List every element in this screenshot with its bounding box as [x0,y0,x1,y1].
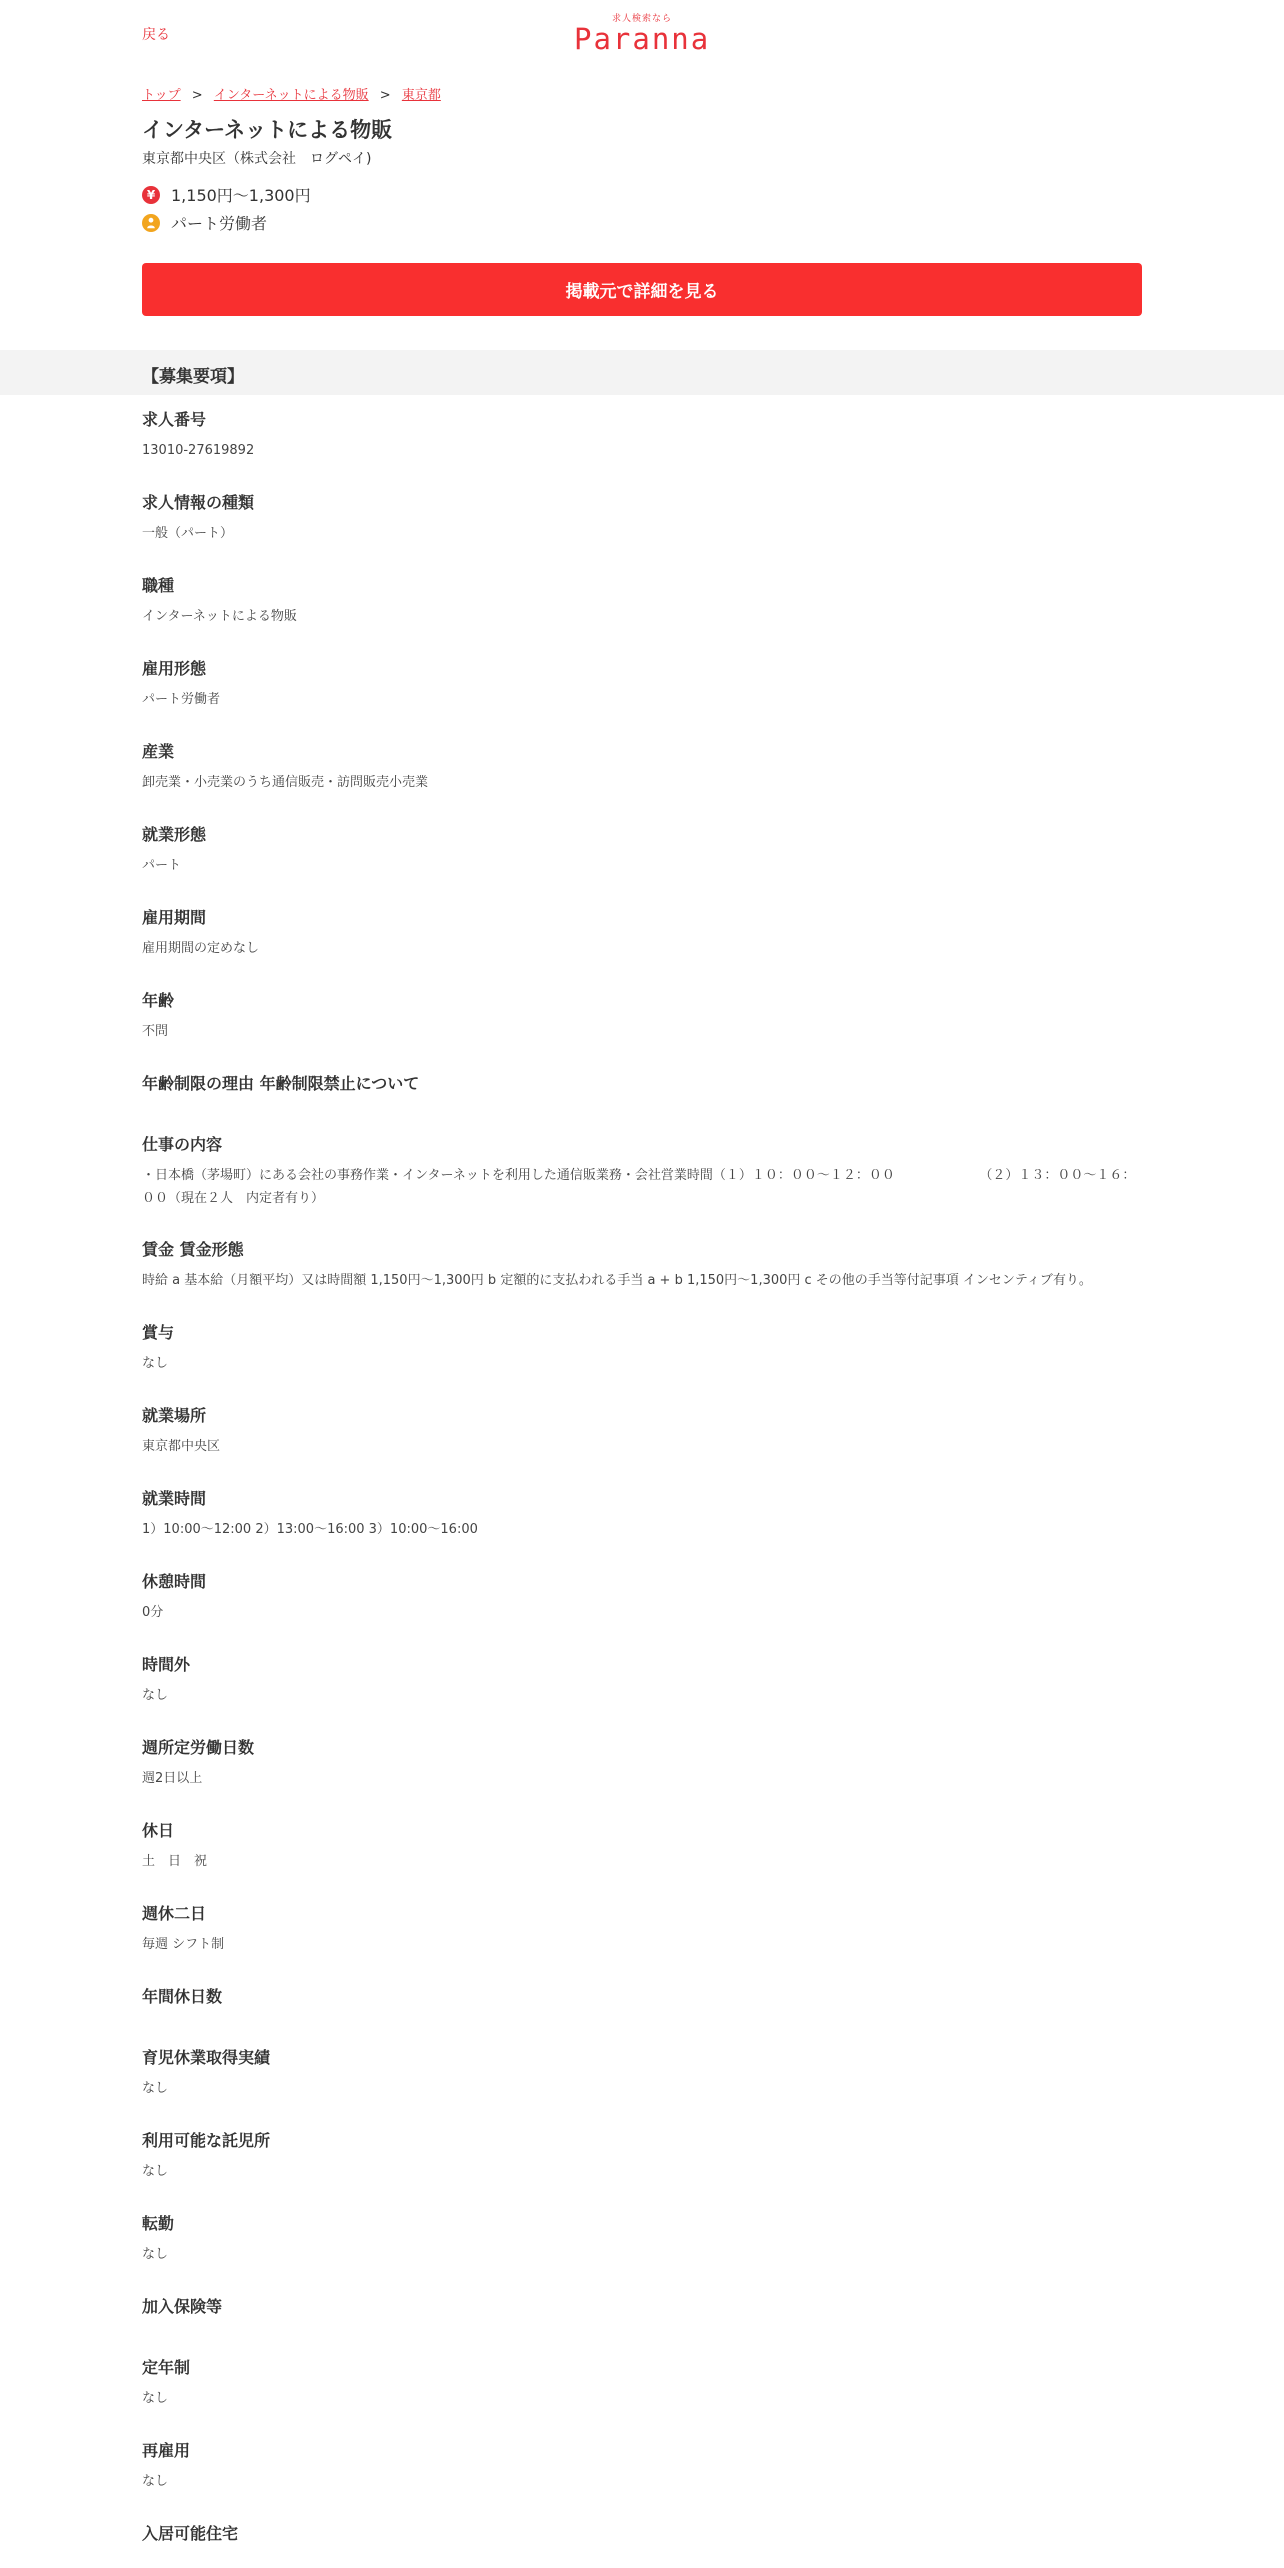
breadcrumb [142,84,441,103]
detail-item [142,908,1142,960]
detail-value: 毎週 シフト制 [142,1937,225,1952]
detail-label: 時間外 [142,1655,191,1674]
detail-label: 職種 [142,576,175,595]
detail-item [142,410,1142,462]
yen-icon: ¥ [142,186,160,204]
detail-value: ・日本橋（茅場町）にある会社の事務作業・インターネットを利用した通信販業務・会社営業時間（１）１０：００～１２：００ （２）１３：００～１６：００（現在２人 内定者有り） [142,1168,1136,1206]
detail-value: 一般（パート） [142,526,234,541]
detail-value: 不問 [142,1024,169,1039]
detail-item [142,1821,1142,1873]
detail-value: パート [142,858,182,873]
salary-row [142,183,311,206]
detail-label: 加入保険等 [142,2297,223,2316]
detail-value: 13010-27619892 [142,443,255,458]
breadcrumb-link-prefecture[interactable]: 東京都 [401,88,441,103]
detail-label: 年間休日数 [142,1987,223,2006]
paranna-logo[interactable] [574,14,711,56]
detail-label: 雇用期間 [142,908,207,927]
detail-label: 求人情報の種類 [142,493,255,512]
logo-text: Paranna [574,22,711,56]
detail-item [142,576,1142,628]
detail-label: 入居可能住宅 [142,2524,239,2543]
detail-label: 就業形態 [142,825,207,844]
detail-label: 再雇用 [142,2441,191,2460]
detail-item [142,2297,1142,2317]
detail-label: 休日 [142,1821,175,1840]
job-title: インターネットによる物販 [142,118,393,142]
detail-value: なし [142,1688,169,1703]
detail-item [142,2358,1142,2410]
back-link[interactable]: 戻る [142,27,170,43]
detail-item [142,1655,1142,1707]
detail-label: 仕事の内容 [142,1135,223,1154]
detail-value: なし [142,2247,169,2262]
detail-value: 東京都中央区 [142,1439,221,1454]
detail-value: 0分 [142,1605,164,1620]
detail-value: パート労働者 [142,692,221,707]
detail-item [142,1572,1142,1624]
breadcrumb-separator: > [191,88,203,103]
detail-value: 卸売業・小売業のうち通信販売・訪問販売小売業 [142,775,429,790]
detail-value: 1）10:00～12:00 2）13:00～16:00 3）10:00～16:00 [142,1522,478,1537]
detail-item [142,2524,1142,2544]
company-location: 東京都中央区（株式会社 ログペイ) [142,151,372,167]
detail-item [142,1406,1142,1458]
detail-value: インターネットによる物販 [142,609,297,624]
detail-item [142,1904,1142,1956]
header [0,0,1284,66]
detail-value: 週2日以上 [142,1771,203,1786]
detail-item [142,2441,1142,2493]
detail-item [142,1240,1142,1292]
detail-item [142,2048,1142,2100]
detail-label: 就業時間 [142,1489,207,1508]
detail-label: 年齢 [142,991,175,1010]
detail-value: 時給 a 基本給（月額平均）又は時間額 1,150円～1,300円 b 定額的に支払われる手当 a + b 1,150円～1,300円 c その他の手当等付記事項 インセンティブ有り。 [142,1273,1092,1288]
detail-label: 産業 [142,742,175,761]
detail-label: 賞与 [142,1323,175,1342]
detail-value: なし [142,1356,169,1371]
detail-value: 雇用期間の定めなし [142,941,260,956]
breadcrumb-link-job[interactable]: インターネットによる物販 [213,88,369,103]
detail-item [142,2214,1142,2266]
detail-item [142,2131,1142,2183]
detail-item [142,1987,1142,2007]
detail-label: 育児休業取得実績 [142,2048,271,2067]
breadcrumb-separator: > [379,88,391,103]
detail-value: なし [142,2474,169,2489]
detail-label: 年齢制限の理由 年齢制限禁止について [142,1074,420,1093]
detail-item [142,742,1142,794]
detail-label: 週休二日 [142,1904,207,1923]
detail-label: 就業場所 [142,1406,207,1425]
detail-item [142,493,1142,545]
detail-label: 休憩時間 [142,1572,207,1591]
view-details-button[interactable]: 掲載元で詳細を見る [142,263,1142,316]
detail-item [142,825,1142,877]
detail-value: なし [142,2391,169,2406]
detail-label: 賃金 賃金形態 [142,1240,244,1259]
detail-item [142,1738,1142,1790]
salary-text: 1,150円～1,300円 [171,186,311,205]
person-icon [142,214,160,232]
detail-label: 求人番号 [142,410,207,429]
detail-label: 雇用形態 [142,659,207,678]
detail-item [142,1074,1142,1094]
detail-label: 週所定労働日数 [142,1738,255,1757]
detail-item [142,991,1142,1043]
detail-item [142,1135,1142,1210]
detail-label: 定年制 [142,2358,191,2377]
detail-item [142,659,1142,711]
detail-label: 利用可能な託児所 [142,2131,271,2150]
section-title: 【募集要項】 [142,367,244,387]
employment-row [142,211,267,234]
detail-value: なし [142,2164,169,2179]
section-header [0,350,1284,395]
breadcrumb-link-top[interactable]: トップ [142,88,181,103]
detail-value: なし [142,2081,169,2096]
detail-value: 土 日 祝 [142,1854,208,1869]
detail-item [142,1323,1142,1375]
detail-label: 転勤 [142,2214,175,2233]
logo-tagline: 求人検索なら [611,14,672,24]
employment-text: パート労働者 [171,214,268,233]
detail-item [142,1489,1142,1541]
